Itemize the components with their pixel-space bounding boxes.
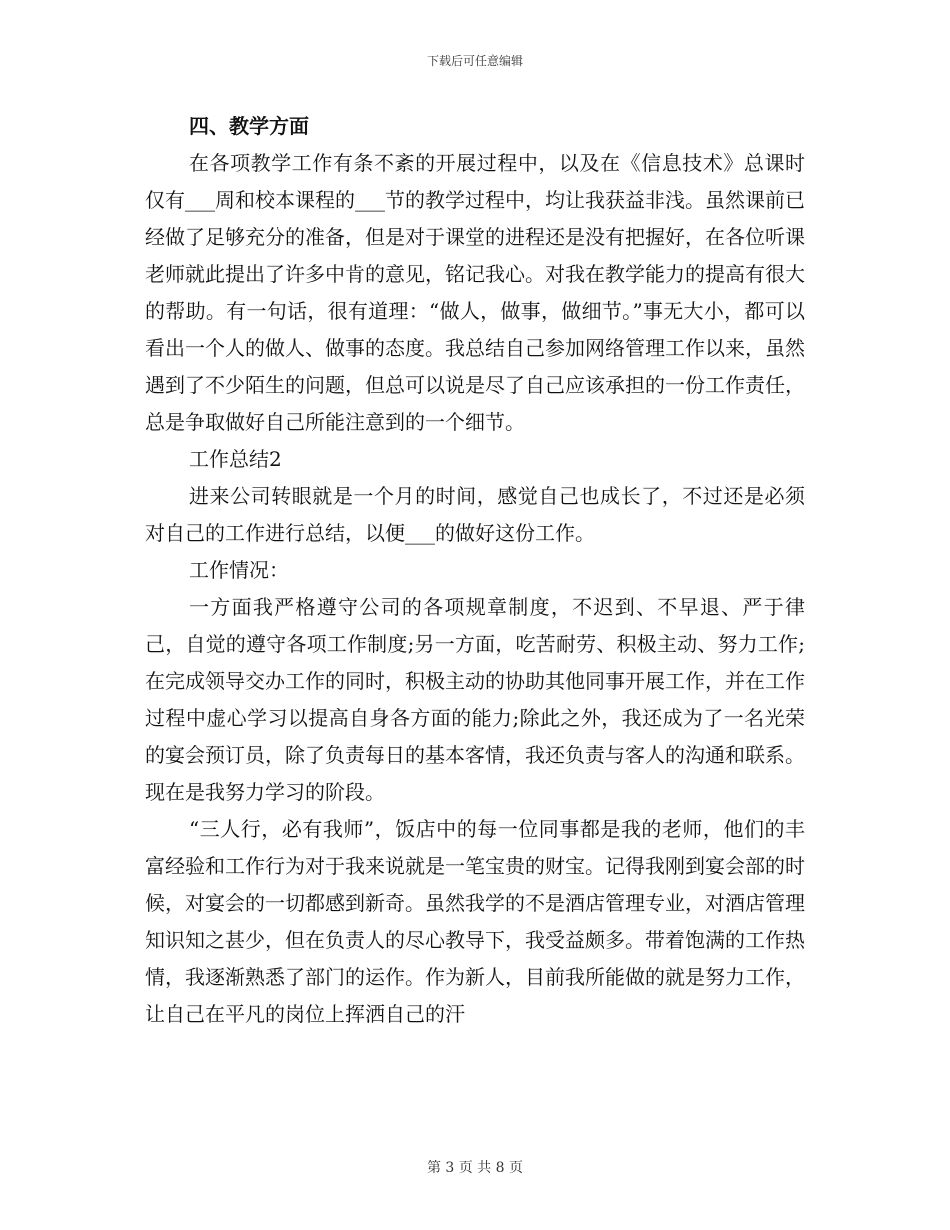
paragraph-intro: 进来公司转眼就是一个月的时间，感觉自己也成长了，不过还是必须对自己的工作进行总结，以便___的做好这份工作。 [145, 484, 805, 545]
paragraph-work-status: 一方面我严格遵守公司的各项规章制度，不迟到、不早退、严于律己，自觉的遵守各项工作制度;另一方面，吃苦耐劳、积极主动、努力工作;在完成领导交办工作的同时，积极主动的协助其他同事开展工作，并在工作过程中虚心学习以提高自身各方面的能力;除此之外，我还成为了一名光荣的宴会预订员，除了负责每日的基本客情，我还负责与客人的沟通和联系。现在是我努力学习的阶段。 [145, 595, 805, 804]
paragraph-teaching: 在各项教学工作有条不紊的开展过程中，以及在《信息技术》总课时仅有___周和校本课程的___节的教学过程中，均让我获益非浅。虽然课前已经做了足够充分的准备，但是对于课堂的进程还是没有把握好，在各位听课老师就此提出了许多中肯的意见，铭记我心。对我在教学能力的提高有很大的帮助。有一句话，很有道理：“做人，做事，做细节。”事无大小，都可以看出一个人的做人、做事的态度。我总结自己参加网络管理工作以来，虽然遇到了不少陌生的问题，但总可以说是尽了自己应该承担的一份工作责任，总是争取做好自己所能注意到的一个细节。 [145, 151, 805, 434]
paragraph-learning: “三人行，必有我师”，饭店中的每一位同事都是我的老师，他们的丰富经验和工作行为对于我来说就是一笔宝贵的财宝。记得我刚到宴会部的时候，对宴会的一切都感到新奇。虽然我学的不是酒店管理专业，对酒店管理知识知之甚少，但在负责人的尽心教导下，我受益颇多。带着饱满的工作热情，我逐渐熟悉了部门的运作。作为新人，目前我所能做的就是努力工作，让自己在平凡的岗位上挥洒自己的汗 [145, 817, 805, 1026]
page-header: 下载后可任意编辑 [426, 54, 523, 68]
document-body [145, 108, 805, 1033]
section-heading: 四、教学方面 [189, 114, 309, 138]
paragraph-work-status-label: 工作情况： [189, 558, 289, 582]
page-footer: 第 3 页 共 8 页 [426, 1160, 524, 1176]
paragraph-summary-title: 工作总结2 [189, 447, 282, 471]
